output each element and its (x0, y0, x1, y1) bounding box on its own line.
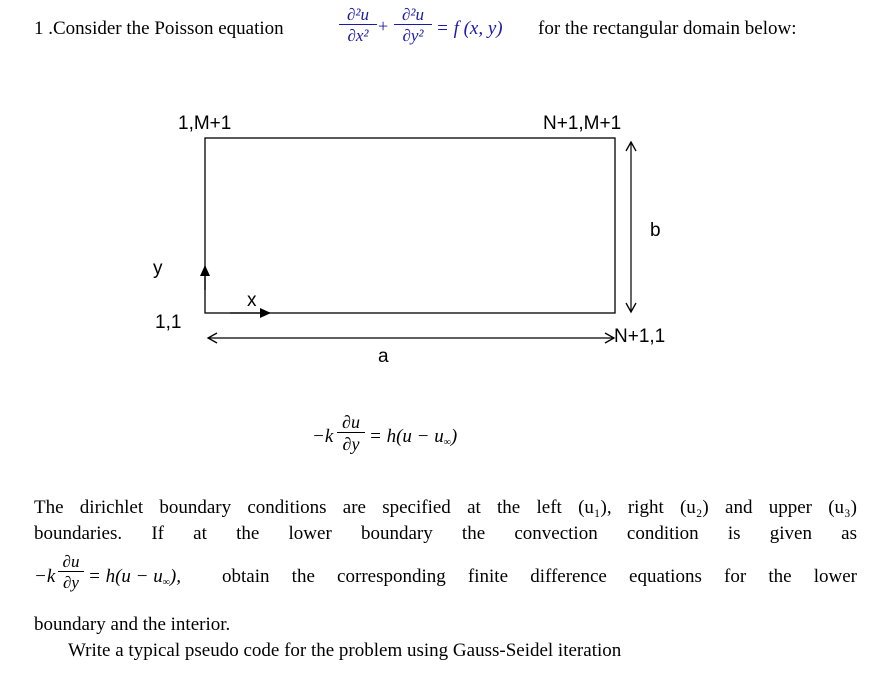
inline-eq-fraction (58, 553, 84, 591)
fraction-bar (58, 571, 84, 572)
boundary-eq-rhs (369, 426, 457, 448)
fraction-bar (337, 432, 365, 433)
height-label: b (650, 220, 661, 241)
inline-eq-sub: ∞ (162, 577, 170, 588)
boundary-eq-sub: ∞ (443, 437, 451, 448)
x-axis-label: x (247, 290, 257, 311)
y-axis-label: y (153, 258, 163, 279)
body-line-2: boundaries. If at the lower boundary the convection condition is given as (34, 523, 857, 544)
boundary-eq-prefix: −k (312, 426, 334, 447)
question-intro: 1 .Consider the Poisson equation (34, 18, 284, 39)
poisson-denominator-y: ∂y² (402, 26, 424, 45)
boundary-eq-close: ) (450, 426, 458, 447)
inline-eq-close: ), (169, 566, 181, 587)
boundary-eq-numerator: ∂u (342, 412, 360, 432)
domain-rectangle (205, 138, 615, 313)
boundary-eq-fraction (337, 413, 365, 453)
corner-label-top-left: 1,M+1 (178, 113, 232, 134)
inline-eq-rhs (88, 566, 181, 588)
poisson-numerator-y: ∂²u (402, 5, 424, 24)
corner-label-top-right: N+1,M+1 (543, 113, 622, 134)
poisson-denominator-x: ∂x² (347, 26, 369, 45)
boundary-eq-rhs-text: = h(u − u (369, 426, 444, 447)
body-line-5: Write a typical pseudo code for the problem using Gauss-Seidel iteration (68, 640, 622, 661)
poisson-numerator-x: ∂²u (347, 5, 369, 24)
inline-eq-rhs-text: = h(u − u (88, 566, 163, 587)
width-label: a (378, 346, 389, 367)
inline-eq-prefix: −k (34, 566, 56, 587)
body-line-4: boundary and the interior. (34, 614, 231, 635)
inline-eq-denominator: ∂y (63, 573, 79, 592)
body-line-3-container (222, 566, 857, 588)
corner-label-origin: 1,1 (155, 312, 182, 333)
question-domain-text: for the rectangular domain below: (538, 18, 797, 39)
body-line-3: obtain the corresponding finite difference equations for the lower (222, 566, 857, 587)
poisson-plus: + (378, 16, 389, 36)
corner-label-bottom-right: N+1,1 (614, 326, 666, 347)
inline-eq-numerator: ∂u (62, 552, 80, 571)
body-paragraph (34, 497, 857, 549)
body-line-1: The dirichlet boundary conditions are specified at the left (u₁), right (u₂) and upper (u₃) (34, 497, 857, 518)
poisson-rhs: = f (x, y) (436, 18, 503, 39)
boundary-eq-denominator: ∂y (342, 434, 360, 454)
